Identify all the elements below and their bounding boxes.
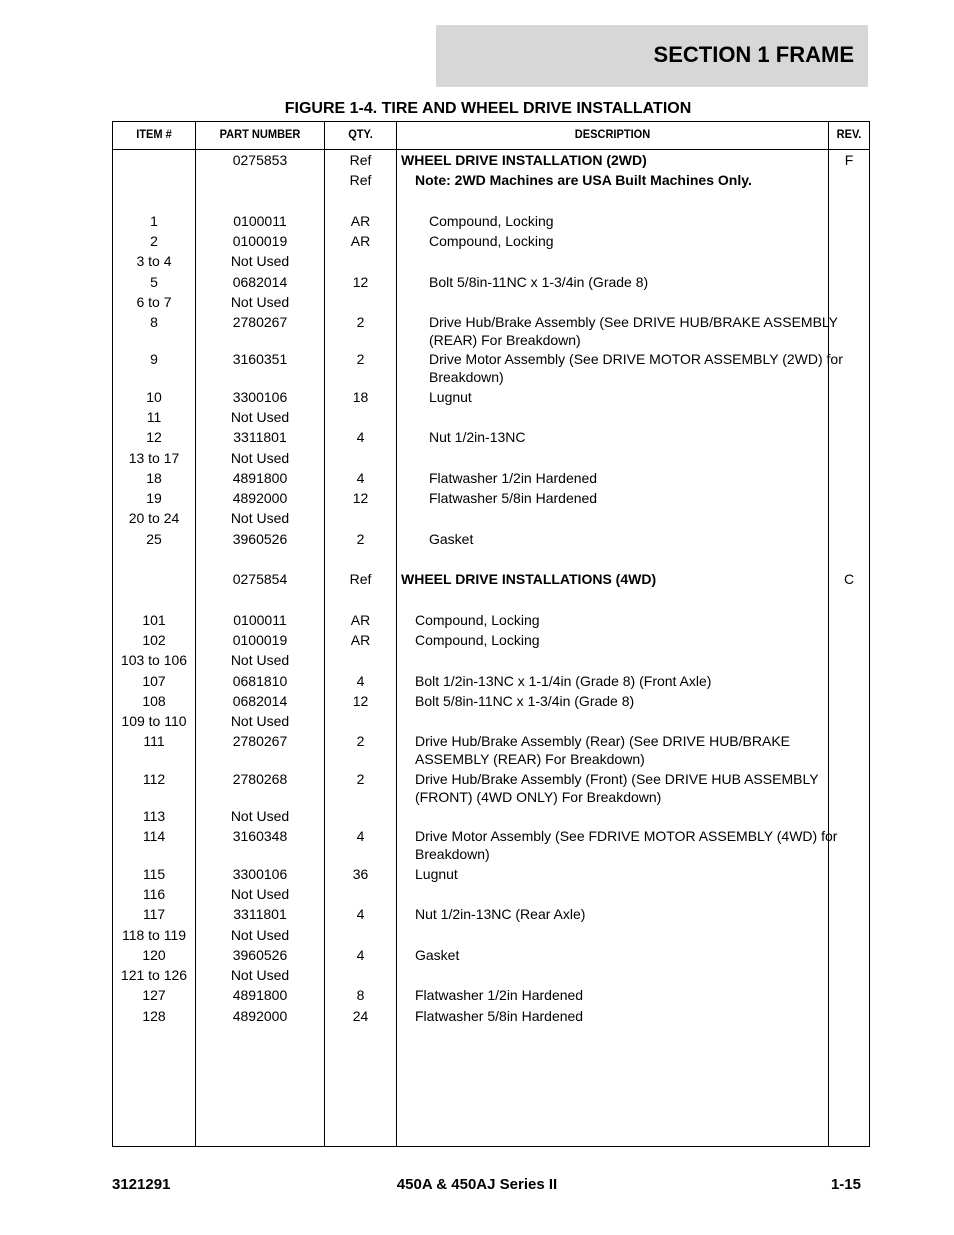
description-cell: Nut 1/2in-13NC	[429, 429, 526, 445]
qty-cell: 4	[356, 470, 365, 486]
part-number-cell: 3300106	[232, 389, 288, 405]
header-divider	[113, 149, 869, 150]
header-qty: QTY.	[348, 127, 373, 141]
item-number-cell: 1	[150, 213, 158, 229]
qty-cell: 12	[352, 693, 369, 709]
description-cell: Lugnut	[415, 866, 458, 882]
item-number-cell: 116	[142, 886, 166, 902]
qty-cell: AR	[350, 612, 371, 628]
part-number-cell: 3960526	[232, 947, 288, 963]
section-header	[436, 25, 868, 87]
part-number-cell: 0100019	[232, 632, 288, 648]
description-cell: Drive Motor Assembly (See FDRIVE MOTOR ASSEMBLY (4WD) for Breakdown)	[415, 828, 838, 862]
item-number-cell: 111	[143, 733, 165, 749]
item-number-cell: 9	[150, 351, 158, 367]
header-item: ITEM #	[136, 127, 172, 141]
item-number-cell: 11	[146, 409, 162, 425]
part-number-cell: 0100011	[233, 612, 287, 628]
description-cell: WHEEL DRIVE INSTALLATIONS (4WD)	[401, 571, 657, 587]
item-number-cell: 102	[142, 632, 166, 648]
qty-cell: 18	[352, 389, 369, 405]
item-number-cell: 115	[142, 866, 166, 882]
item-number-cell: 107	[142, 673, 166, 689]
part-number-cell: 0681810	[232, 673, 288, 689]
part-number-cell: 0100011	[233, 213, 287, 229]
part-number-cell: Not Used	[230, 652, 290, 668]
part-number-cell: Not Used	[230, 253, 290, 269]
header-part-number: PART NUMBER	[219, 127, 301, 141]
part-number-cell: 4891800	[232, 987, 288, 1003]
qty-cell: Ref	[349, 571, 372, 587]
part-number-cell: Not Used	[230, 294, 290, 310]
part-number-cell: Not Used	[230, 927, 290, 943]
part-number-cell: 4892000	[232, 490, 288, 506]
qty-cell: AR	[350, 632, 371, 648]
part-number-cell: 0682014	[232, 274, 288, 290]
qty-cell: 2	[356, 314, 365, 330]
description-cell: Flatwasher 5/8in Hardened	[429, 490, 598, 506]
item-number-cell: 2	[150, 233, 158, 249]
footer-series: 450A & 450AJ Series II	[396, 1176, 558, 1193]
description-cell: Compound, Locking	[429, 233, 554, 249]
item-number-cell: 103 to 106	[120, 652, 188, 668]
description-cell: Bolt 5/8in-11NC x 1-3/4in (Grade 8)	[429, 274, 649, 290]
part-number-cell: Not Used	[230, 713, 290, 729]
item-number-cell: 13 to 17	[128, 450, 180, 466]
item-number-cell: 18	[146, 470, 162, 486]
header-description: DESCRIPTION	[574, 127, 651, 141]
part-number-cell: 3160348	[232, 828, 288, 844]
part-number-cell: 3160351	[232, 351, 288, 367]
header-rev: REV.	[836, 127, 862, 141]
item-number-cell: 128	[142, 1008, 166, 1024]
footer-doc-number: 3121291	[112, 1176, 171, 1193]
description-cell: Flatwasher 1/2in Hardened	[429, 470, 598, 486]
part-number-cell: Not Used	[230, 409, 290, 425]
description-cell: Drive Hub/Brake Assembly (Rear) (See DRIVE HUB/BRAKE ASSEMBLY (REAR) For Breakdown)	[415, 733, 790, 767]
part-number-cell: 3960526	[232, 531, 288, 547]
part-number-cell: Not Used	[230, 510, 290, 526]
part-number-cell: 3311801	[233, 429, 287, 445]
qty-cell: 12	[352, 274, 369, 290]
description-cell: Flatwasher 5/8in Hardened	[415, 1008, 584, 1024]
qty-cell: AR	[350, 213, 371, 229]
qty-cell: 2	[356, 531, 365, 547]
description-cell: Gasket	[415, 947, 460, 963]
qty-cell: 2	[356, 351, 365, 367]
item-number-cell: 10	[146, 389, 162, 405]
part-number-cell: Not Used	[230, 450, 290, 466]
qty-cell: 4	[356, 906, 365, 922]
qty-cell: 24	[352, 1008, 369, 1024]
item-number-cell: 101	[142, 612, 166, 628]
part-number-cell: 2780267	[232, 733, 288, 749]
description-cell: Flatwasher 1/2in Hardened	[415, 987, 584, 1003]
description-cell: WHEEL DRIVE INSTALLATION (2WD)	[401, 152, 647, 168]
item-number-cell: 8	[150, 314, 158, 330]
part-number-cell: 3300106	[232, 866, 288, 882]
rev-cell: F	[844, 152, 854, 168]
part-number-cell: 0100019	[232, 233, 288, 249]
item-number-cell: 19	[146, 490, 162, 506]
description-cell: Lugnut	[429, 389, 472, 405]
qty-cell: Ref	[349, 152, 372, 168]
qty-cell: 2	[356, 771, 365, 787]
description-cell: Nut 1/2in-13NC (Rear Axle)	[415, 906, 586, 922]
qty-cell: 8	[356, 987, 365, 1003]
parts-table	[112, 121, 870, 1147]
description-cell: Drive Hub/Brake Assembly (See DRIVE HUB/BRAKE ASSEMBLY (REAR) For Breakdown)	[429, 314, 838, 348]
item-number-cell: 112	[142, 771, 166, 787]
item-number-cell: 121 to 126	[120, 967, 188, 983]
part-number-cell: 2780268	[232, 771, 288, 787]
description-cell: Compound, Locking	[415, 632, 540, 648]
description-cell: Compound, Locking	[429, 213, 554, 229]
description-cell: Note: 2WD Machines are USA Built Machines Only.	[415, 172, 752, 188]
qty-cell: 2	[356, 733, 365, 749]
footer-page-number: 1-15	[830, 1176, 861, 1193]
description-cell: Gasket	[429, 531, 474, 547]
part-number-cell: Not Used	[230, 808, 290, 824]
qty-cell: 4	[356, 947, 365, 963]
part-number-cell: 4891800	[232, 470, 288, 486]
part-number-cell: 2780267	[232, 314, 288, 330]
qty-cell: AR	[350, 233, 371, 249]
part-number-cell: Not Used	[230, 886, 290, 902]
item-number-cell: 25	[146, 531, 162, 547]
description-cell: Bolt 1/2in-13NC x 1-1/4in (Grade 8) (Front Axle)	[415, 673, 712, 689]
item-number-cell: 108	[142, 693, 166, 709]
item-number-cell: 3 to 4	[136, 253, 172, 269]
item-number-cell: 12	[146, 429, 162, 445]
item-number-cell: 127	[142, 987, 166, 1003]
description-cell: Drive Hub/Brake Assembly (Front) (See DRIVE HUB ASSEMBLY (FRONT) (4WD ONLY) For Breakdown)	[415, 771, 819, 805]
part-number-cell: 3311801	[233, 906, 287, 922]
item-number-cell: 109 to 110	[121, 713, 187, 729]
item-number-cell: 113	[142, 808, 166, 824]
section-title: SECTION 1 FRAME	[653, 42, 854, 67]
part-number-cell: 4892000	[232, 1008, 288, 1024]
part-number-cell: Not Used	[230, 967, 290, 983]
qty-cell: 36	[352, 866, 369, 882]
item-number-cell: 6 to 7	[136, 294, 172, 310]
qty-cell: 4	[356, 429, 365, 445]
item-number-cell: 20 to 24	[128, 510, 180, 526]
item-number-cell: 120	[142, 947, 166, 963]
qty-cell: 4	[356, 828, 365, 844]
column-divider	[396, 122, 397, 1146]
description-cell: Bolt 5/8in-11NC x 1-3/4in (Grade 8)	[415, 693, 635, 709]
description-cell: Compound, Locking	[415, 612, 540, 628]
item-number-cell: 5	[150, 274, 158, 290]
qty-cell: 4	[356, 673, 365, 689]
figure-title: FIGURE 1-4. TIRE AND WHEEL DRIVE INSTALLATION	[284, 100, 692, 117]
qty-cell: 12	[352, 490, 369, 506]
part-number-cell: 0682014	[232, 693, 288, 709]
part-number-cell: 0275854	[232, 571, 288, 587]
part-number-cell: 0275853	[232, 152, 288, 168]
item-number-cell: 114	[142, 828, 166, 844]
qty-cell: Ref	[349, 172, 372, 188]
item-number-cell: 117	[142, 906, 166, 922]
description-cell: Drive Motor Assembly (See DRIVE MOTOR ASSEMBLY (2WD) for Breakdown)	[429, 351, 843, 385]
rev-cell: C	[843, 571, 855, 587]
item-number-cell: 118 to 119	[121, 927, 187, 943]
